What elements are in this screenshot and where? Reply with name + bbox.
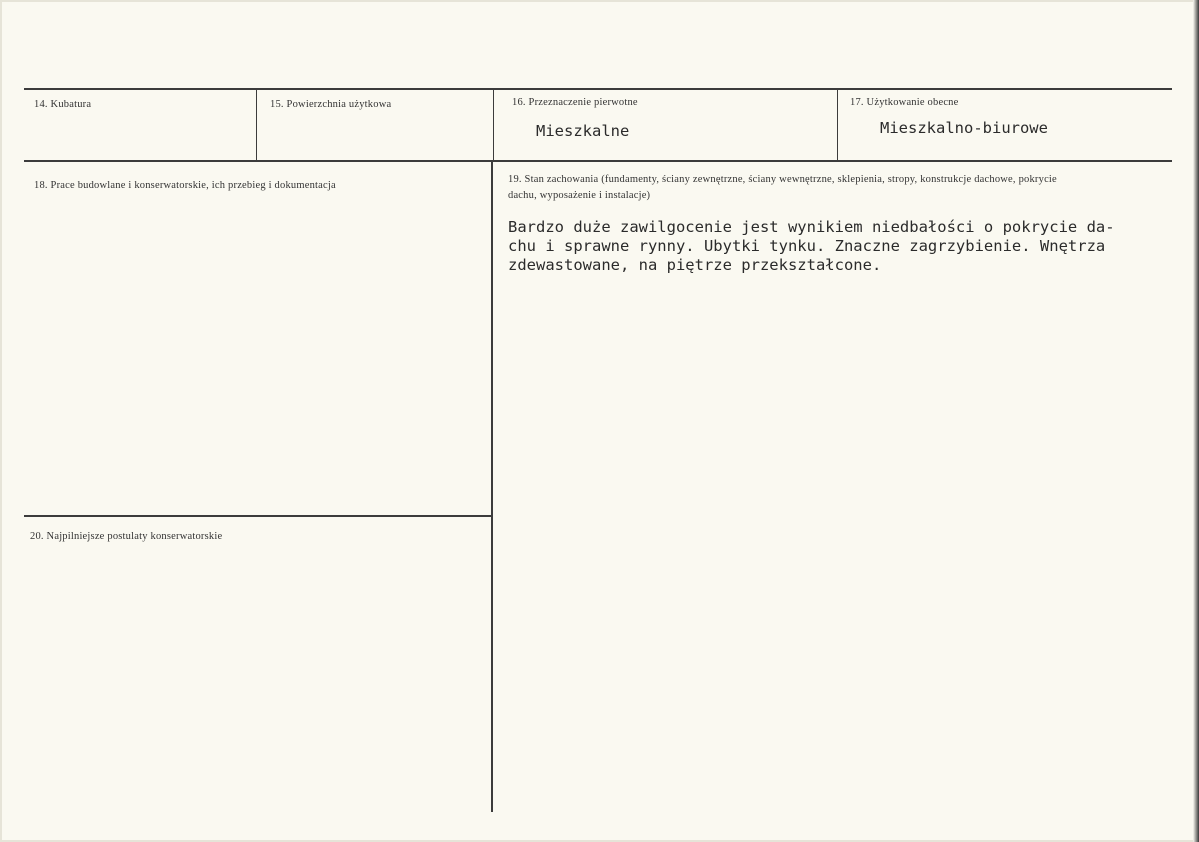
field-17-label: 17. Użytkowanie obecne	[850, 97, 959, 108]
field-19-line-1: Bardzo duże zawilgocenie jest wynikiem niedbałości o pokrycie da-	[508, 218, 1115, 236]
field-19-line-2: chu i sprawne rynny. Ubytki tynku. Znaczne zagrzybienie. Wnętrza	[508, 237, 1106, 255]
row-rule	[24, 160, 1172, 162]
field-19-value	[508, 218, 1168, 275]
divider-main	[491, 161, 493, 812]
field-20-label: 20. Najpilniejsze postulaty konserwatorskie	[30, 531, 223, 542]
top-rule	[24, 88, 1172, 90]
field-16-value: Mieszkalne	[536, 122, 630, 140]
divider-16-17	[837, 89, 838, 161]
field-15-label: 15. Powierzchnia użytkowa	[270, 99, 392, 110]
field-16-label: 16. Przeznaczenie pierwotne	[512, 97, 638, 108]
field-19-label: 19. Stan zachowania (fundamenty, ściany zewnętrzne, ściany wewnętrzne, sklepienia, stropy, konstrukcje dachowe, pokrycie dachu, wyposażenie i instalacje)	[508, 174, 1057, 201]
scan-edge	[1193, 0, 1199, 842]
rule-18-20	[24, 515, 491, 517]
divider-14-15	[256, 89, 257, 161]
field-14-label: 14. Kubatura	[34, 99, 92, 110]
divider-15-16	[493, 89, 494, 161]
field-19-line-3: zdewastowane, na piętrze przekształcone.	[508, 256, 882, 274]
field-17-value: Mieszkalno-biurowe	[880, 119, 1048, 137]
field-18-label: 18. Prace budowlane i konserwatorskie, ich przebieg i dokumentacja	[34, 180, 336, 191]
